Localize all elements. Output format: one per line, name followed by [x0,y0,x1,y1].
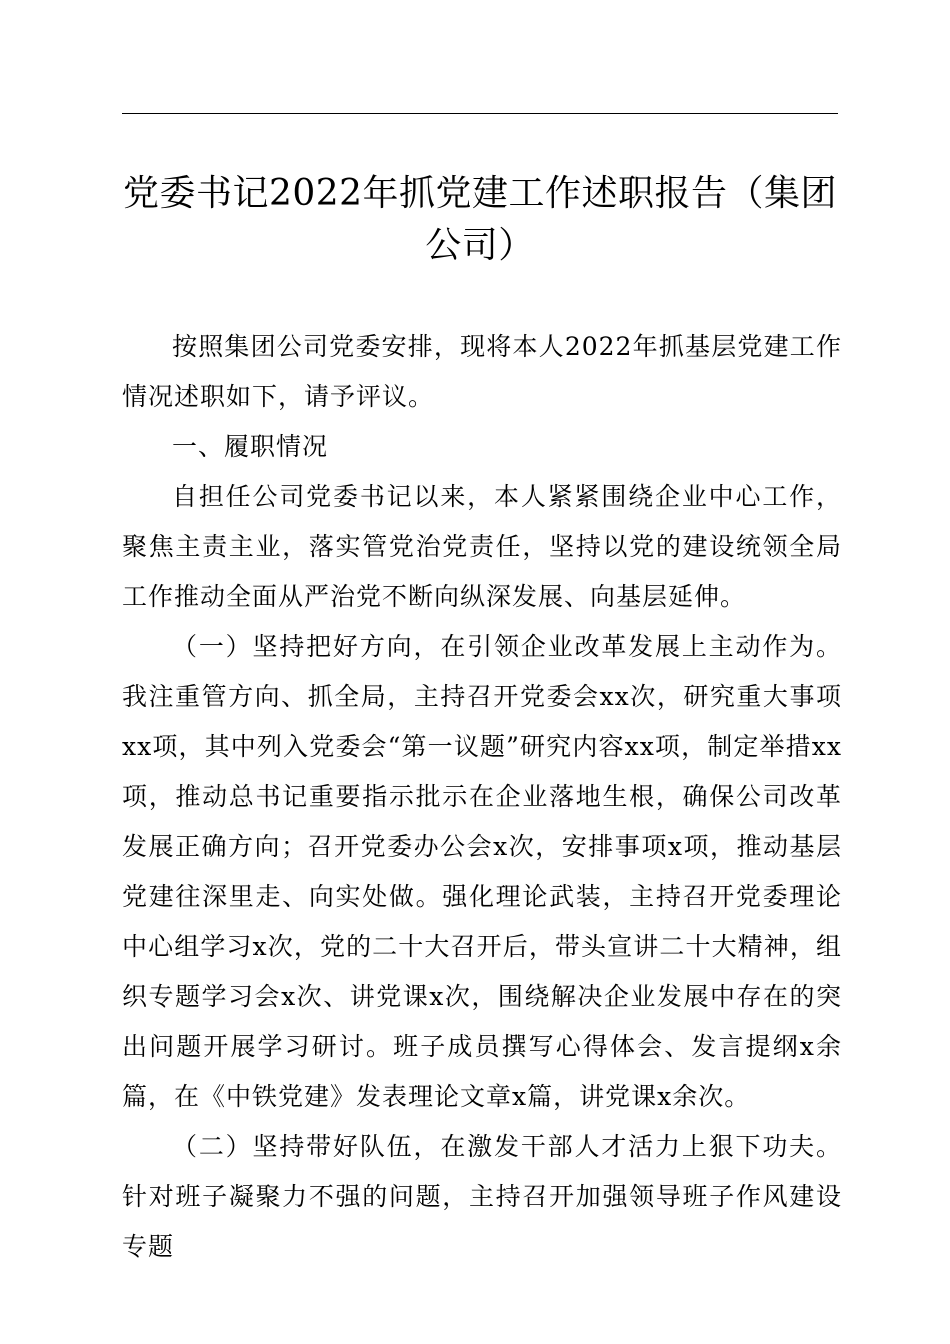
paragraph-subsection-2: （二）坚持带好队伍，在激发干部人才活力上狠下功夫。针对班子凝聚力不强的问题，主持召开加强领导班子作风建设专题 [122,1132,842,1261]
header-rule [122,113,838,114]
document-title: 党委书记2022年抓党建工作述职报告（集团公司） [122,173,838,266]
paragraph-subsection-1: （一）坚持把好方向，在引领企业改革发展上主动作为。我注重管方向、抓全局，主持召开党委会xx次，研究重大事项xx项，其中列入党委会“第一议题”研究内容xx项，制定举措xx项，推动总书记重要指示批示在企业落地生根，确保公司改革发展正确方向；召开党委办公会x次，安排事项x项，推动基层党建往深里走、向实处做。强化理论武装，主持召开党委理论中心组学习x次，党的二十大召开后，带头宣讲二十大精神，组织专题学习会x次、讲党课x次，围绕解决企业发展中存在的突出问题开展学习研讨。班子成员撰写心得体会、发言提纲x余篇，在《中铁党建》发表理论文章x篇，讲党课x余次。 [122,632,842,1111]
document-body [122,322,842,1272]
section-heading-1: 一、履职情况 [172,432,329,461]
paragraph-intro: 按照集团公司党委安排，现将本人2022年抓基层党建工作情况述职如下，请予评议。 [122,332,842,411]
paragraph-overview: 自担任公司党委书记以来，本人紧紧围绕企业中心工作，聚焦主责主业，落实管党治党责任，坚持以党的建设统领全局工作推动全面从严治党不断向纵深发展、向基层延伸。 [122,482,842,611]
